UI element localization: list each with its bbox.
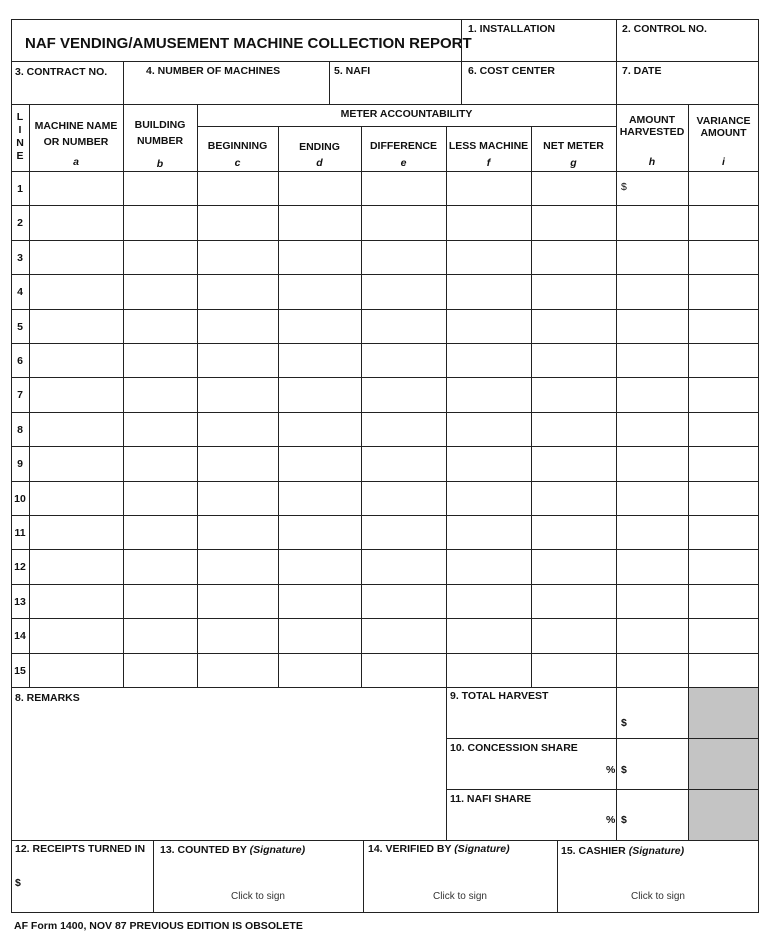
- row-3-col-i-cell[interactable]: [689, 241, 758, 273]
- row-10-col-h-cell[interactable]: [617, 482, 687, 514]
- col-b-header-1: BUILDING: [134, 119, 186, 131]
- row-2-col-g-cell[interactable]: [532, 206, 615, 238]
- row-9-col-d-cell[interactable]: [279, 447, 360, 479]
- collection-report-form: [11, 19, 759, 913]
- row-10-col-b-cell[interactable]: [124, 482, 196, 514]
- contract-no-label: 3. CONTRACT NO.: [15, 66, 108, 78]
- row-2-number: 2: [17, 217, 23, 230]
- row-4-number: 4: [17, 286, 23, 299]
- row-4-col-b-cell[interactable]: [124, 275, 196, 307]
- row-1-dollar: $: [621, 181, 627, 193]
- row-5-col-f-cell[interactable]: [447, 310, 530, 342]
- row-7-col-b-cell[interactable]: [124, 378, 196, 410]
- row-8-col-i-cell[interactable]: [689, 413, 758, 445]
- row-7-col-e-cell[interactable]: [362, 378, 445, 410]
- row-11-col-e-cell[interactable]: [362, 516, 445, 548]
- col-i-letter: i: [722, 156, 725, 168]
- row-4-col-g-cell[interactable]: [532, 275, 615, 307]
- row-11-number: 11: [14, 527, 26, 539]
- col-a-letter: a: [73, 156, 79, 168]
- row-7-col-a-cell[interactable]: [30, 378, 122, 410]
- row-7-col-c-cell[interactable]: [198, 378, 277, 410]
- col-g-header: NET METER: [543, 140, 604, 152]
- row-12-number: 12: [14, 561, 26, 574]
- col-f-header: LESS MACHINE: [448, 140, 529, 152]
- row-6-col-g-cell[interactable]: [532, 344, 615, 376]
- row-11-col-f-cell[interactable]: [447, 516, 530, 548]
- row-8-col-a-cell[interactable]: [30, 413, 122, 445]
- row-14-col-d-cell[interactable]: [279, 619, 360, 651]
- row-9-col-g-cell[interactable]: [532, 447, 615, 479]
- row-6-col-f-cell[interactable]: [447, 344, 530, 376]
- nafi-percent: %: [606, 814, 616, 826]
- row-15-number: 15: [14, 664, 26, 677]
- col-d-letter: d: [316, 157, 323, 169]
- row-10-number: 10: [14, 492, 26, 505]
- row-9-col-b-cell[interactable]: [124, 447, 196, 479]
- meter-accountability-header: METER ACCOUNTABILITY: [340, 108, 473, 120]
- row-13-col-b-cell[interactable]: [124, 585, 196, 617]
- col-a-header-2: OR NUMBER: [43, 136, 109, 148]
- row-15-col-g-cell[interactable]: [532, 654, 615, 686]
- verified-by-signature: (Signature): [454, 843, 510, 855]
- shaded-cell-10: [689, 739, 758, 789]
- row-2-col-a-cell[interactable]: [30, 206, 122, 238]
- row-11-col-d-cell[interactable]: [279, 516, 360, 548]
- row-11-col-c-cell[interactable]: [198, 516, 277, 548]
- row-8-col-e-cell[interactable]: [362, 413, 445, 445]
- row-3-number: 3: [17, 251, 23, 264]
- col-b-letter: b: [156, 158, 164, 170]
- row-10-col-i-cell[interactable]: [689, 482, 758, 514]
- row-10-col-c-cell[interactable]: [198, 482, 277, 514]
- row-15-col-i-cell[interactable]: [689, 654, 758, 686]
- row-7-col-f-cell[interactable]: [447, 378, 530, 410]
- counted-by-signature: (Signature): [249, 844, 306, 856]
- row-5-col-e-cell[interactable]: [362, 310, 445, 342]
- row-4-col-d-cell[interactable]: [279, 275, 360, 307]
- col-e-header: DIFFERENCE: [369, 140, 438, 152]
- row-6-col-d-cell[interactable]: [279, 344, 360, 376]
- row-4-col-f-cell[interactable]: [447, 275, 530, 307]
- row-12-col-g-cell[interactable]: [532, 550, 615, 582]
- row-1-col-b-cell[interactable]: [124, 172, 196, 204]
- row-4-col-h-cell[interactable]: [617, 275, 687, 307]
- row-14-col-i-cell[interactable]: [689, 619, 758, 651]
- row-11-col-g-cell[interactable]: [532, 516, 615, 548]
- row-6-col-c-cell[interactable]: [198, 344, 277, 376]
- form-title: NAF VENDING/AMUSEMENT MACHINE COLLECTION REPORT: [25, 35, 472, 52]
- total-harvest-label: 9. TOTAL HARVEST: [450, 690, 549, 702]
- row-9-col-h-cell[interactable]: [617, 447, 687, 479]
- nafi-dollar: $: [621, 814, 627, 826]
- concession-percent: %: [606, 764, 616, 776]
- row-15-col-h-cell[interactable]: [617, 654, 687, 686]
- row-12-col-d-cell[interactable]: [279, 550, 360, 582]
- row-13-col-h-cell[interactable]: [617, 585, 687, 617]
- cashier-sign-button[interactable]: Click to sign: [631, 891, 685, 902]
- verified-by-text: 14. VERIFIED BY: [368, 843, 452, 855]
- col-i-header-2: AMOUNT: [700, 127, 747, 139]
- row-1-col-a-cell[interactable]: [30, 172, 122, 204]
- row-7-number: 7: [17, 389, 23, 402]
- row-11-col-b-cell[interactable]: [124, 516, 196, 548]
- row-13-col-g-cell[interactable]: [532, 585, 615, 617]
- col-b-header-2: NUMBER: [136, 135, 184, 147]
- control-no-label: 2. CONTROL NO.: [622, 23, 707, 35]
- col-a-header-1: MACHINE NAME: [34, 120, 118, 132]
- row-2-col-b-cell[interactable]: [124, 206, 196, 238]
- row-8-col-g-cell[interactable]: [532, 413, 615, 445]
- nafi-share-label: 11. NAFI SHARE: [450, 793, 532, 805]
- row-6-col-b-cell[interactable]: [124, 344, 196, 376]
- row-3-col-a-cell[interactable]: [30, 241, 122, 273]
- verified-by-sign-button[interactable]: Click to sign: [433, 891, 487, 902]
- row-7-col-i-cell[interactable]: [689, 378, 758, 410]
- row-7-col-g-cell[interactable]: [532, 378, 615, 410]
- col-d-header: ENDING: [299, 141, 340, 153]
- row-5-col-h-cell[interactable]: [617, 310, 687, 342]
- row-9-col-a-cell[interactable]: [30, 447, 122, 479]
- line-letter-l: L: [16, 111, 24, 123]
- row-15-col-b-cell[interactable]: [124, 654, 196, 686]
- col-c-letter: c: [234, 157, 241, 169]
- col-c-header: BEGINNING: [207, 140, 268, 152]
- row-13-number: 13: [14, 595, 26, 608]
- row-6-col-h-cell[interactable]: [617, 344, 687, 376]
- counted-by-label: [160, 844, 305, 856]
- row-8-col-b-cell[interactable]: [124, 413, 196, 445]
- row-5-col-c-cell[interactable]: [198, 310, 277, 342]
- row-1-col-g-cell[interactable]: [532, 172, 615, 204]
- row-15-col-a-cell[interactable]: [30, 654, 122, 686]
- installation-label: 1. INSTALLATION: [468, 23, 556, 35]
- row-8-col-h-cell[interactable]: [617, 413, 687, 445]
- row-14-col-b-cell[interactable]: [124, 619, 196, 651]
- row-4-col-a-cell[interactable]: [30, 275, 122, 307]
- receipts-dollar: $: [15, 877, 21, 889]
- row-2-col-d-cell[interactable]: [279, 206, 360, 238]
- row-3-col-b-cell[interactable]: [124, 241, 196, 273]
- row-12-col-f-cell[interactable]: [447, 550, 530, 582]
- row-3-col-e-cell[interactable]: [362, 241, 445, 273]
- row-13-col-d-cell[interactable]: [279, 585, 360, 617]
- col-h-header-1: AMOUNT: [628, 114, 676, 126]
- row-14-col-h-cell[interactable]: [617, 619, 687, 651]
- row-6-col-e-cell[interactable]: [362, 344, 445, 376]
- row-15-col-f-cell[interactable]: [447, 654, 530, 686]
- row-14-col-a-cell[interactable]: [30, 619, 122, 651]
- row-3-col-d-cell[interactable]: [279, 241, 360, 273]
- cashier-text: 15. CASHIER: [561, 845, 626, 857]
- col-f-letter: f: [486, 157, 491, 169]
- row-8-col-c-cell[interactable]: [198, 413, 277, 445]
- col-h-header-2: HARVESTED: [619, 126, 685, 138]
- row-3-col-f-cell[interactable]: [447, 241, 530, 273]
- row-7-col-d-cell[interactable]: [279, 378, 360, 410]
- row-8-col-d-cell[interactable]: [279, 413, 360, 445]
- row-2-col-f-cell[interactable]: [447, 206, 530, 238]
- shaded-cell-9: [689, 688, 758, 738]
- nafi-label: 5. NAFI: [334, 65, 371, 77]
- row-5-col-i-cell[interactable]: [689, 310, 758, 342]
- row-10-col-g-cell[interactable]: [532, 482, 615, 514]
- row-6-col-a-cell[interactable]: [30, 344, 122, 376]
- row-14-col-e-cell[interactable]: [362, 619, 445, 651]
- row-5-col-g-cell[interactable]: [532, 310, 615, 342]
- row-2-col-e-cell[interactable]: [362, 206, 445, 238]
- row-3-col-c-cell[interactable]: [198, 241, 277, 273]
- receipts-turned-in-label: 12. RECEIPTS TURNED IN: [15, 843, 146, 855]
- row-13-col-e-cell[interactable]: [362, 585, 445, 617]
- row-14-number: 14: [14, 630, 26, 643]
- row-12-col-b-cell[interactable]: [124, 550, 196, 582]
- concession-dollar: $: [621, 764, 627, 776]
- row-12-col-e-cell[interactable]: [362, 550, 445, 582]
- row-15-col-c-cell[interactable]: [198, 654, 277, 686]
- cost-center-label: 6. COST CENTER: [468, 65, 555, 77]
- row-3-col-g-cell[interactable]: [532, 241, 615, 273]
- col-g-letter: g: [570, 157, 577, 169]
- col-i-header-1: VARIANCE: [696, 115, 751, 127]
- row-10-col-f-cell[interactable]: [447, 482, 530, 514]
- row-14-col-f-cell[interactable]: [447, 619, 530, 651]
- row-14-col-g-cell[interactable]: [532, 619, 615, 651]
- row-5-col-a-cell[interactable]: [30, 310, 122, 342]
- number-of-machines-label: 4. NUMBER OF MACHINES: [146, 65, 281, 77]
- row-9-col-c-cell[interactable]: [198, 447, 277, 479]
- shaded-cell-11: [689, 790, 758, 840]
- row-1-col-f-cell[interactable]: [447, 172, 530, 204]
- concession-share-label: 10. CONCESSION SHARE: [450, 742, 578, 754]
- row-2-col-i-cell[interactable]: [689, 206, 758, 238]
- col-h-letter: h: [648, 156, 656, 168]
- row-13-col-i-cell[interactable]: [689, 585, 758, 617]
- row-9-number: 9: [17, 458, 23, 471]
- row-2-col-c-cell[interactable]: [198, 206, 277, 238]
- cashier-label: [561, 845, 684, 857]
- row-4-col-e-cell[interactable]: [362, 275, 445, 307]
- form-footer: AF Form 1400, NOV 87 PREVIOUS EDITION IS OBSOLETE: [14, 920, 303, 932]
- line-letter-e: E: [16, 150, 24, 162]
- row-9-col-i-cell[interactable]: [689, 447, 758, 479]
- verified-by-label: [368, 843, 510, 855]
- line-letter-n: N: [16, 137, 24, 149]
- row-13-col-a-cell[interactable]: [30, 585, 122, 617]
- row-3-col-h-cell[interactable]: [617, 241, 687, 273]
- row-14-col-c-cell[interactable]: [198, 619, 277, 651]
- row-10-col-e-cell[interactable]: [362, 482, 445, 514]
- counted-by-text: 13. COUNTED BY: [160, 844, 247, 856]
- row-12-col-h-cell[interactable]: [617, 550, 687, 582]
- row-1-col-c-cell[interactable]: [198, 172, 277, 204]
- row-8-col-f-cell[interactable]: [447, 413, 530, 445]
- row-8-number: 8: [17, 423, 23, 436]
- row-12-col-a-cell[interactable]: [30, 550, 122, 582]
- row-5-col-d-cell[interactable]: [279, 310, 360, 342]
- row-10-col-d-cell[interactable]: [279, 482, 360, 514]
- row-9-col-f-cell[interactable]: [447, 447, 530, 479]
- row-7-col-h-cell[interactable]: [617, 378, 687, 410]
- row-5-col-b-cell[interactable]: [124, 310, 196, 342]
- row-12-col-i-cell[interactable]: [689, 550, 758, 582]
- row-6-col-i-cell[interactable]: [689, 344, 758, 376]
- row-15-col-d-cell[interactable]: [279, 654, 360, 686]
- row-15-col-e-cell[interactable]: [362, 654, 445, 686]
- row-2-col-h-cell[interactable]: [617, 206, 687, 238]
- counted-by-sign-button[interactable]: Click to sign: [231, 891, 285, 902]
- row-4-col-c-cell[interactable]: [198, 275, 277, 307]
- row-11-col-h-cell[interactable]: [617, 516, 687, 548]
- date-label: 7. DATE: [622, 65, 662, 77]
- remarks-label: 8. REMARKS: [15, 692, 80, 704]
- row-12-col-c-cell[interactable]: [198, 550, 277, 582]
- row-1-col-d-cell[interactable]: [279, 172, 360, 204]
- row-10-col-a-cell[interactable]: [30, 482, 122, 514]
- row-1-col-h-cell[interactable]: [617, 172, 687, 204]
- row-1-number: 1: [17, 183, 23, 195]
- row-13-col-c-cell[interactable]: [198, 585, 277, 617]
- cashier-signature: (Signature): [628, 845, 685, 857]
- row-1-col-i-cell[interactable]: [689, 172, 758, 204]
- row-11-col-i-cell[interactable]: [689, 516, 758, 548]
- row-5-number: 5: [17, 320, 23, 333]
- row-1-col-e-cell[interactable]: [362, 172, 445, 204]
- line-letter-i: I: [18, 124, 22, 136]
- col-e-letter: e: [400, 157, 407, 169]
- row-9-col-e-cell[interactable]: [362, 447, 445, 479]
- total-harvest-dollar: $: [621, 717, 627, 729]
- row-6-number: 6: [17, 355, 23, 367]
- row-4-col-i-cell[interactable]: [689, 275, 758, 307]
- row-11-col-a-cell[interactable]: [30, 516, 122, 548]
- row-13-col-f-cell[interactable]: [447, 585, 530, 617]
